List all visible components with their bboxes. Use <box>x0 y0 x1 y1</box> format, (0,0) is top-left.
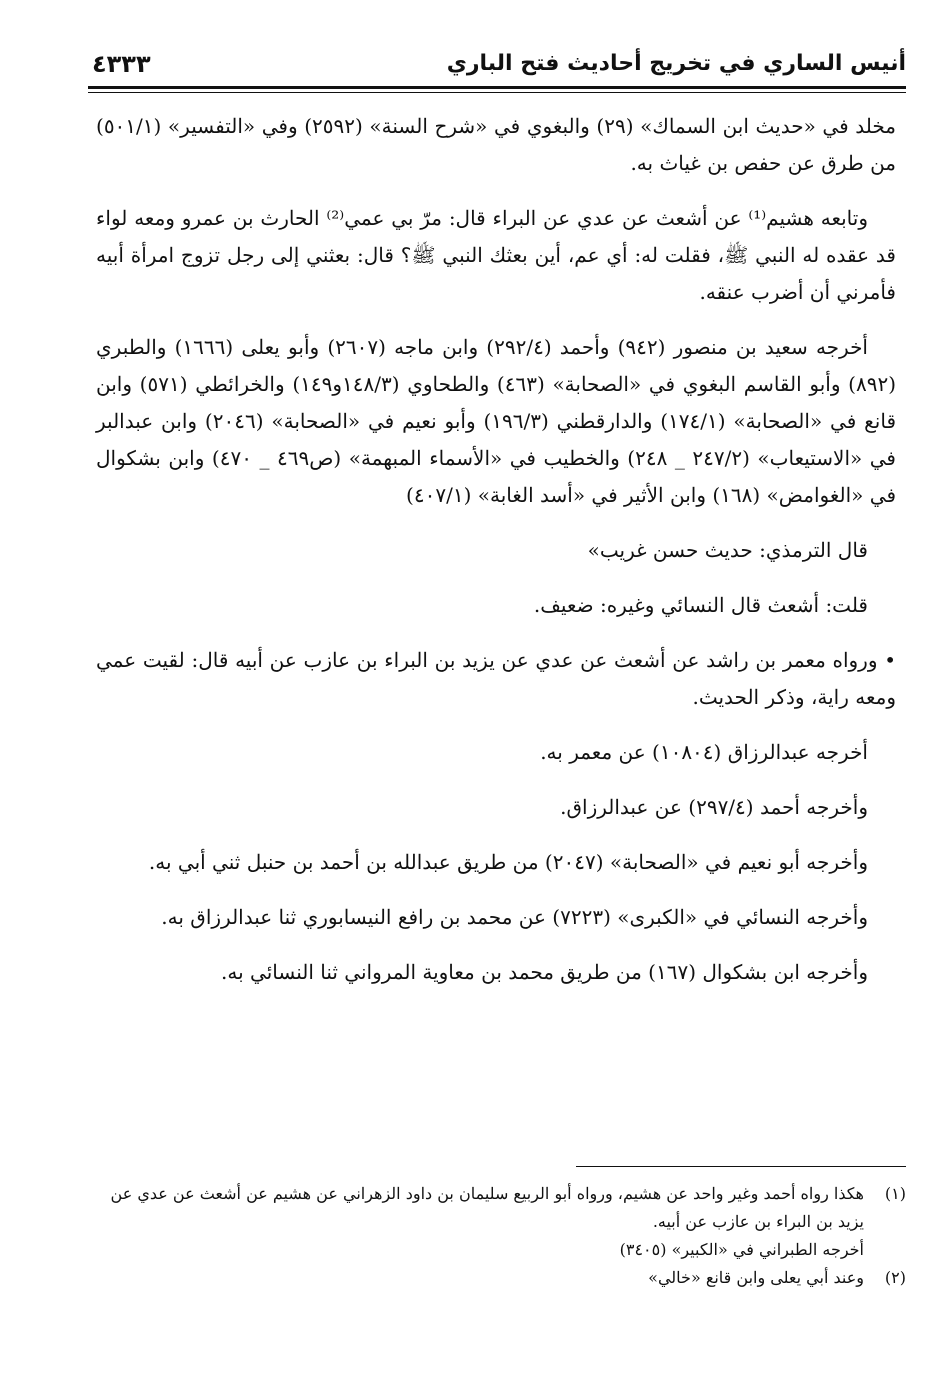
footnote-number: (١) <box>884 1184 906 1203</box>
header-rule-thin <box>88 92 906 93</box>
book-title: أنيس الساري في تخريج أحاديث فتح الباري <box>446 51 906 76</box>
paragraph: أخرجه عبدالرزاق (١٠٨٠٤) عن معمر به. <box>540 740 868 764</box>
paragraph: وأخرجه ابن بشكوال (١٦٧) من طريق محمد بن معاوية المرواني ثنا النسائي به. <box>221 960 868 984</box>
footnote-separator <box>576 1166 906 1167</box>
footnotes <box>96 1180 906 1292</box>
paragraph: قال الترمذي: حديث حسن غريب» <box>587 538 868 562</box>
paragraph: وتابعه هشيم⁽¹⁾ عن أشعث عن عدي عن البراء قال: مرّ بي عمي⁽²⁾ الحارث بن عمرو ومعه لواء قد عقده له النبي ﷺ، فقلت له: أي عم، أين بعثك النبي ﷺ؟ قال: بعثني إلى رجل تزوج امرأة أبيه فأمرني أن أضرب عنقه. <box>96 206 896 304</box>
paragraph: • ورواه معمر بن راشد عن أشعث عن عدي عن يزيد بن البراء بن عازب عن أبيه قال: لقيت عمي ومعه راية، وذكر الحديث. <box>96 648 897 709</box>
footnote-number: (٢) <box>884 1268 906 1287</box>
footnote-line: وعند أبي يعلى وابن قانع «خالي» <box>648 1268 864 1287</box>
footnote <box>96 1180 906 1264</box>
footnote-line: أخرجه الطبراني في «الكبير» (٣٤٠٥) <box>619 1240 864 1259</box>
paragraph: وأخرجه النسائي في «الكبرى» (٧٢٢٣) عن محمد بن رافع النيسابوري ثنا عبدالرزاق به. <box>161 905 868 929</box>
paragraph: قلت: أشعث قال النسائي وغيره: ضعيف. <box>533 593 868 617</box>
paragraph: مخلد في «حديث ابن السماك» (٢٩) والبغوي في «شرح السنة» (٢٥٩٢) وفي «التفسير» (٥٠١/١) من طرق عن حفص بن غياث به. <box>96 114 896 175</box>
footnote-line: هكذا رواه أحمد وغير واحد عن هشيم، ورواه أبو الربيع سليمان بن داود الزهراني عن هشيم عن أشعث عن عدي عن يزيد بن البراء بن عازب عن أبيه. <box>110 1184 864 1231</box>
page-number: ٤٣٣٣ <box>92 50 151 78</box>
footnote-text <box>96 1180 864 1264</box>
header-rule-thick <box>88 86 906 89</box>
running-header <box>92 48 906 84</box>
footnote <box>96 1264 906 1292</box>
paragraph: وأخرجه أحمد (٢٩٧/٤) عن عبدالرزاق. <box>560 795 868 819</box>
main-text <box>96 108 896 1009</box>
paragraph: أخرجه سعيد بن منصور (٩٤٢) وأحمد (٢٩٢/٤) وابن ماجه (٢٦٠٧) وأبو يعلى (١٦٦٦) والطبري (٨٩٢) وأبو القاسم البغوي في «الصحابة» (٤٦٣) والطحاوي (١٤٨/٣و١٤٩) والخرائطي (٥٧١) وابن قانع في «الصحابة» (١٧٤/١) والدارقطني (١٩٦/٣) وأبو نعيم في «الصحابة» (٢٠٤٦) وابن عبدالبر في «الاستيعاب» (٢٤٧/٢ _ ٢٤٨) والخطيب في «الأسماء المبهمة» (ص٤٦٩ _ ٤٧٠) وابن بشكوال في «الغوامض» (١٦٨) وابن الأثير في «أسد الغابة» (٤٠٧/١) <box>96 335 897 507</box>
footnote-text <box>96 1264 864 1292</box>
paragraph: وأخرجه أبو نعيم في «الصحابة» (٢٠٤٧) من طريق عبدالله بن أحمد بن حنبل ثني أبي به. <box>148 850 868 874</box>
